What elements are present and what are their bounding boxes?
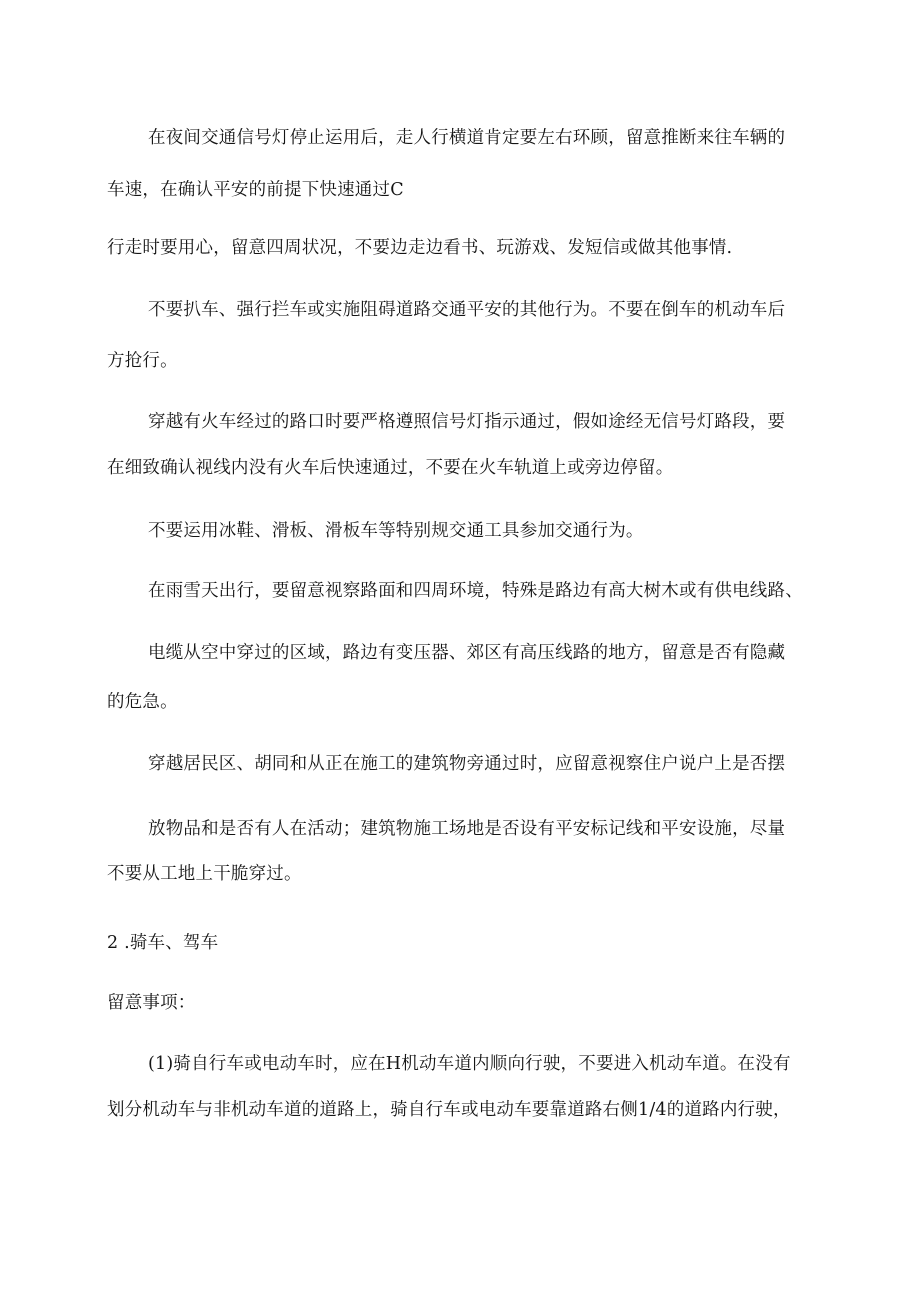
paragraph-residential-line-2: 放物品和是否有人在活动；建筑物施工场地是否设有平安标记线和平安设施，尽量 <box>148 819 786 839</box>
paragraph-night-crossing-line-1: 在夜间交通信号灯停止运用后，走人行横道肯定要左右环顾，留意推断来往车辆的 <box>148 128 786 148</box>
paragraph-rain-snow-line-3: 的危急。 <box>107 692 178 712</box>
paragraph-railway-crossing-line-2: 在细致确认视线内没有火车后快速通过，不要在火车轨道上或旁边停留。 <box>107 458 674 478</box>
paragraph-rain-snow-line-1: 在雨雪天出行，要留意视察路面和四周环境，特殊是路边有高大树木或有供电线路、 <box>148 581 803 601</box>
paragraph-rain-snow-line-2: 电缆从空中穿过的区域，路边有变压器、郊区有高压线路的地方，留意是否有隐藏 <box>148 643 786 663</box>
paragraph-cycling-rule-1-line-1: (1)骑自行车或电动车时，应在H机动车道内顺向行驶，不要进入机动车道。在没有 <box>148 1054 791 1074</box>
paragraph-cycling-rule-1-line-2: 划分机动车与非机动车道的道路上，骑自行车或电动车要靠道路右侧1/4的道路内行驶， <box>107 1100 791 1120</box>
notes-label: 留意事项： <box>107 993 196 1013</box>
paragraph-residential-line-1: 穿越居民区、胡同和从正在施工的建筑物旁通过时，应留意视察住户说户上是否摆 <box>148 754 786 774</box>
paragraph-railway-crossing-line-1: 穿越有火车经过的路口时要严格遵照信号灯指示通过，假如途经无信号灯路段，要 <box>148 412 786 432</box>
paragraph-residential-line-3: 不要从工地上干脆穿过。 <box>107 864 302 884</box>
paragraph-no-skates: 不要运用冰鞋、滑板、滑板车等特别规交通工具参加交通行为。 <box>148 521 644 541</box>
paragraph-no-hitching-line-2: 方抢行。 <box>107 351 178 371</box>
paragraph-walking-attention: 行走时要用心，留意四周状况，不要边走边看书、玩游戏、发短信或做其他事情. <box>107 238 733 258</box>
section-heading: 2 .骑车、驾车 <box>107 933 219 953</box>
paragraph-no-hitching-line-1: 不要扒车、强行拦车或实施阻碍道路交通平安的其他行为。不要在倒车的机动车后 <box>148 300 786 320</box>
paragraph-night-crossing-line-2: 车速，在确认平安的前提下快速通过C <box>107 180 404 200</box>
